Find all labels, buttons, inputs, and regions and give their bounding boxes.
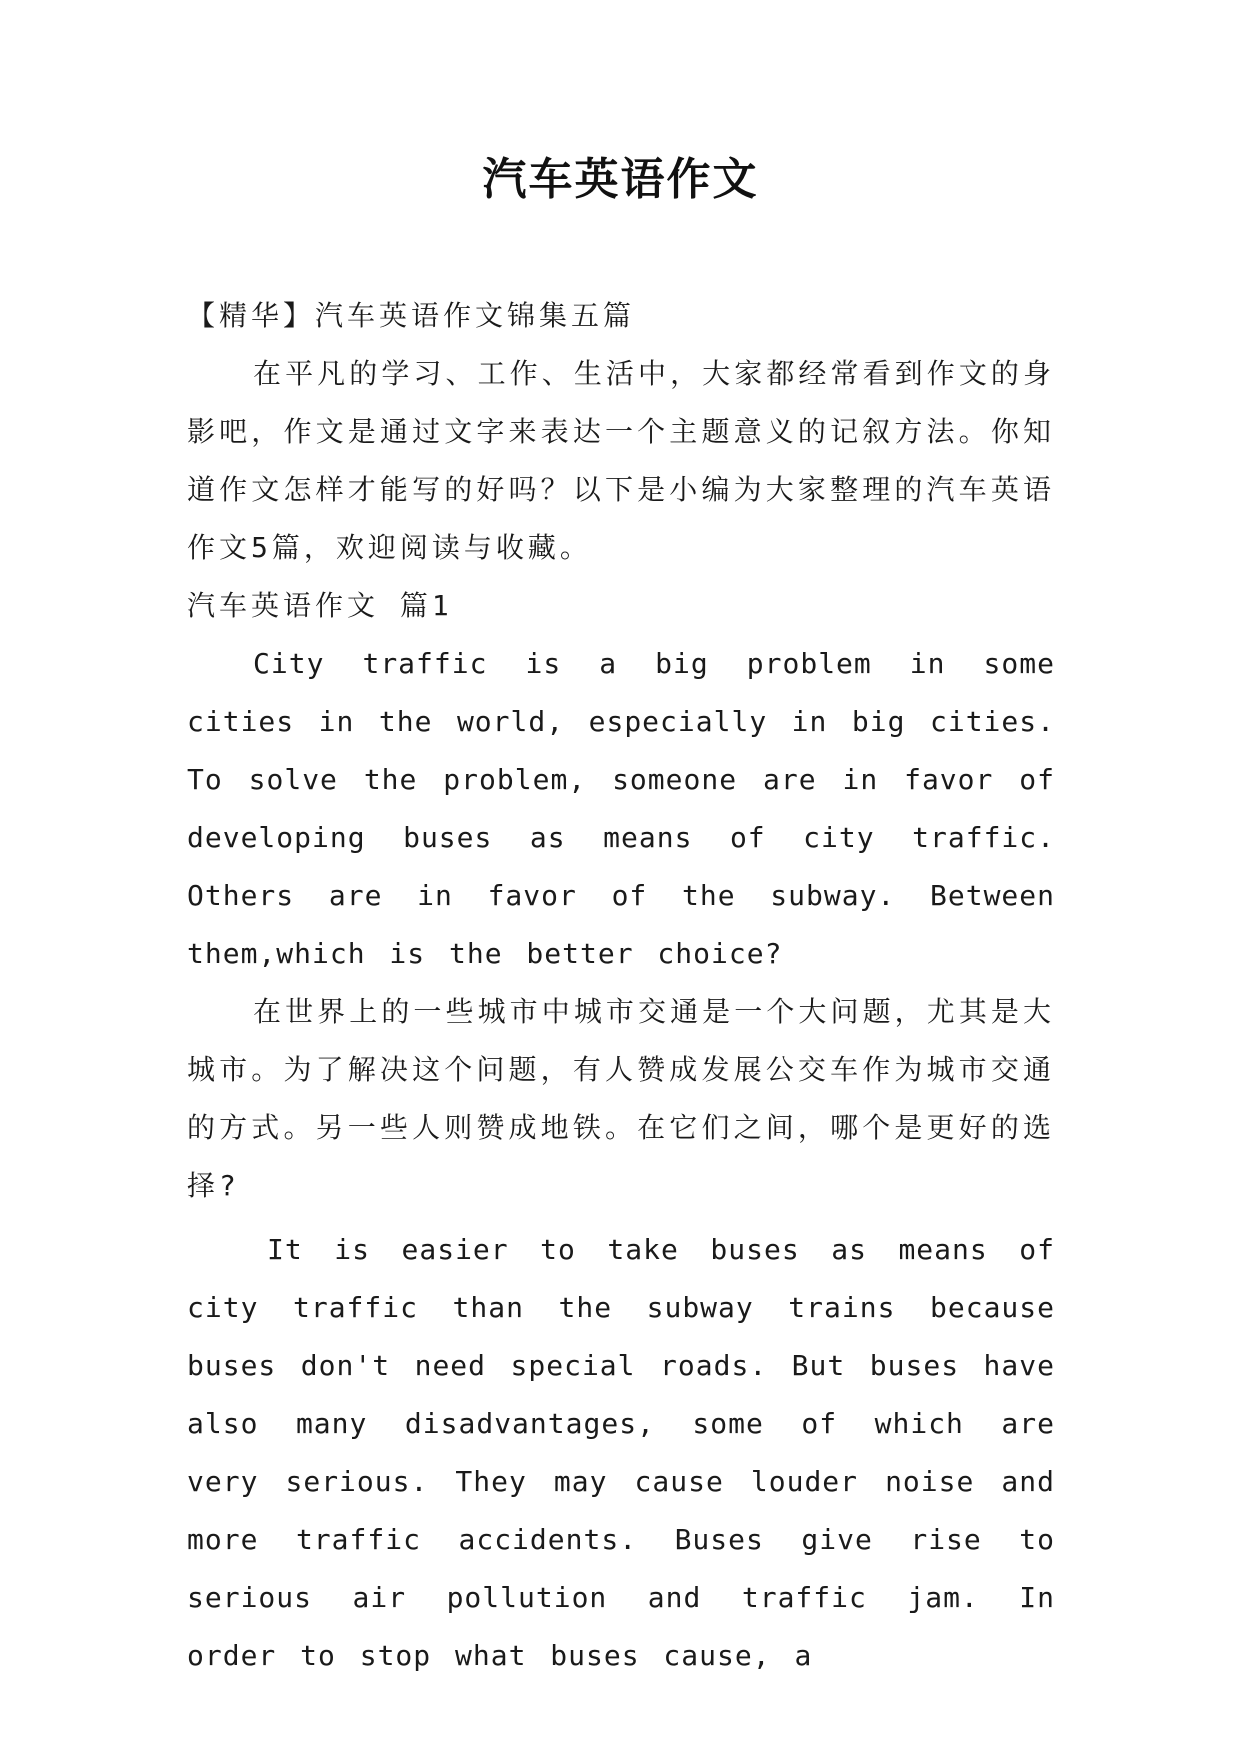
intro-paragraph: 在平凡的学习、工作、生活中，大家都经常看到作文的身影吧，作文是通过文字来表达一个主题意义的记叙方法。你知道作文怎样才能写的好吗？以下是小编为大家整理的汽车英语作文5篇，欢迎阅读与收藏。: [187, 357, 1055, 564]
section-heading: 汽车英语作文 篇1: [187, 589, 453, 622]
chinese-paragraph-1: 在世界上的一些城市中城市交通是一个大问题，尤其是大城市。为了解决这个问题，有人赞成发展公交车作为城市交通的方式。另一些人则赞成地铁。在它们之间，哪个是更好的选择?: [187, 995, 1055, 1202]
document-title: 汽车英语作文: [482, 154, 759, 205]
document-subtitle: 【精华】汽车英语作文锦集五篇: [187, 299, 636, 332]
english-paragraph-2: It is easier to take buses as means of city traffic than the subway trains because buses don't need special roads. But buses have also many disadvantages, some of which are very serious. They may cause louder noise and more traffic accidents. Buses give rise to serious air pollution and traffic jam. In order to stop what buses cause, a: [187, 1233, 1055, 1672]
document-body: [187, 287, 1055, 1685]
english-paragraph-1: City traffic is a big problem in some cities in the world, especially in big cities. To solve the problem, someone are in favor of developing buses as means of city traffic. Others are in favor of the subway. Between them,which is the better choice?: [187, 647, 1055, 970]
